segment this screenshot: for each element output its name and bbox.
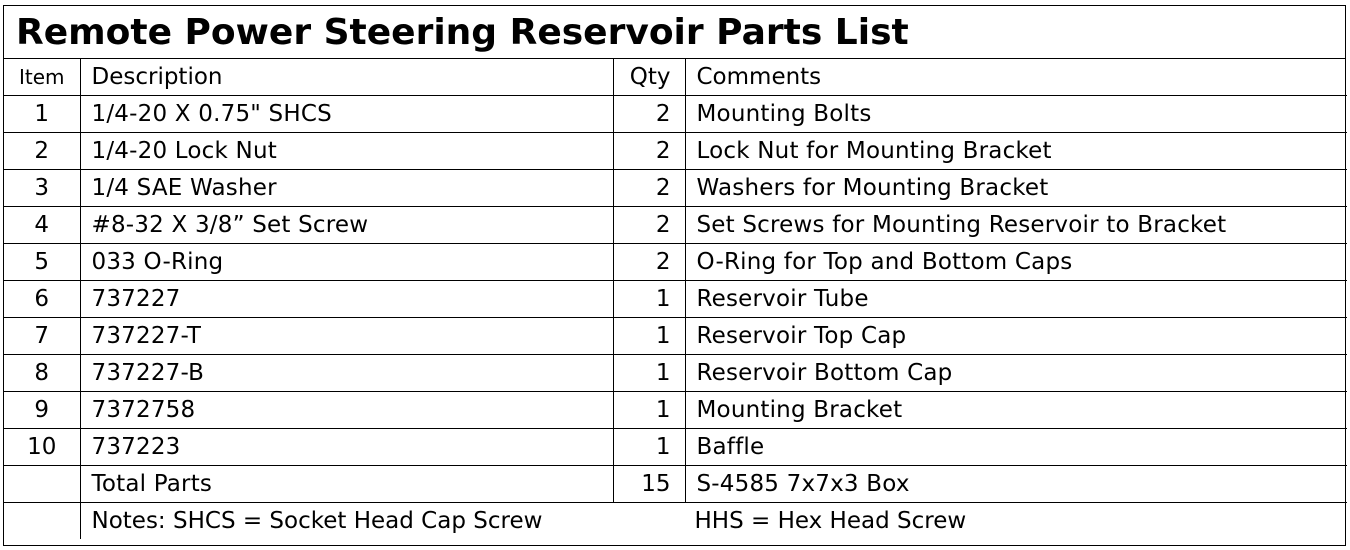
item-description: 737227-T bbox=[80, 318, 613, 355]
item-comments: Set Screws for Mounting Reservoir to Bracket bbox=[685, 207, 1347, 244]
header-item: Item bbox=[4, 59, 80, 96]
item-comments: Reservoir Bottom Cap bbox=[685, 355, 1347, 392]
total-item-blank bbox=[4, 466, 80, 503]
page-title: Remote Power Steering Reservoir Parts List bbox=[4, 6, 1345, 59]
total-comments: S-4585 7x7x3 Box bbox=[685, 466, 1347, 503]
item-qty: 2 bbox=[613, 133, 685, 170]
table-row bbox=[4, 355, 1347, 392]
header-comments: Comments bbox=[685, 59, 1347, 96]
item-description: 737223 bbox=[80, 429, 613, 466]
item-qty: 1 bbox=[613, 392, 685, 429]
item-number: 10 bbox=[4, 429, 80, 466]
item-qty: 2 bbox=[613, 170, 685, 207]
total-label: Total Parts bbox=[80, 466, 613, 503]
item-comments: Reservoir Top Cap bbox=[685, 318, 1347, 355]
notes-row bbox=[4, 503, 1347, 540]
total-qty: 15 bbox=[613, 466, 685, 503]
table-row bbox=[4, 207, 1347, 244]
item-qty: 2 bbox=[613, 96, 685, 133]
item-description: 737227 bbox=[80, 281, 613, 318]
item-number: 6 bbox=[4, 281, 80, 318]
parts-list-sheet bbox=[3, 5, 1346, 546]
header-qty: Qty bbox=[613, 59, 685, 96]
item-description: 1/4-20 X 0.75" SHCS bbox=[80, 96, 613, 133]
note-shcs: Notes: SHCS = Socket Head Cap Screw bbox=[91, 508, 543, 534]
table-row bbox=[4, 244, 1347, 281]
item-number: 3 bbox=[4, 170, 80, 207]
item-qty: 2 bbox=[613, 207, 685, 244]
table-row bbox=[4, 281, 1347, 318]
note-hhs: HHS = Hex Head Screw bbox=[694, 508, 967, 534]
item-description: 737227-B bbox=[80, 355, 613, 392]
item-number: 2 bbox=[4, 133, 80, 170]
item-number: 8 bbox=[4, 355, 80, 392]
item-number: 9 bbox=[4, 392, 80, 429]
item-qty: 2 bbox=[613, 244, 685, 281]
table-row bbox=[4, 429, 1347, 466]
item-qty: 1 bbox=[613, 281, 685, 318]
item-description: 1/4 SAE Washer bbox=[80, 170, 613, 207]
item-number: 1 bbox=[4, 96, 80, 133]
item-description: 1/4-20 Lock Nut bbox=[80, 133, 613, 170]
table-row bbox=[4, 96, 1347, 133]
item-description: 033 O-Ring bbox=[80, 244, 613, 281]
notes-cell bbox=[80, 503, 1347, 540]
table-row bbox=[4, 133, 1347, 170]
table-row bbox=[4, 318, 1347, 355]
item-comments: Lock Nut for Mounting Bracket bbox=[685, 133, 1347, 170]
parts-table bbox=[4, 59, 1347, 539]
item-comments: Mounting Bracket bbox=[685, 392, 1347, 429]
item-number: 7 bbox=[4, 318, 80, 355]
item-qty: 1 bbox=[613, 429, 685, 466]
item-comments: Washers for Mounting Bracket bbox=[685, 170, 1347, 207]
item-comments: O-Ring for Top and Bottom Caps bbox=[685, 244, 1347, 281]
item-qty: 1 bbox=[613, 318, 685, 355]
total-row bbox=[4, 466, 1347, 503]
item-description: 7372758 bbox=[80, 392, 613, 429]
item-comments: Reservoir Tube bbox=[685, 281, 1347, 318]
table-row bbox=[4, 392, 1347, 429]
notes-blank bbox=[4, 503, 80, 540]
item-number: 5 bbox=[4, 244, 80, 281]
table-row bbox=[4, 170, 1347, 207]
header-row bbox=[4, 59, 1347, 96]
item-comments: Baffle bbox=[685, 429, 1347, 466]
item-comments: Mounting Bolts bbox=[685, 96, 1347, 133]
item-number: 4 bbox=[4, 207, 80, 244]
item-description: #8-32 X 3/8” Set Screw bbox=[80, 207, 613, 244]
item-qty: 1 bbox=[613, 355, 685, 392]
header-description: Description bbox=[80, 59, 613, 96]
